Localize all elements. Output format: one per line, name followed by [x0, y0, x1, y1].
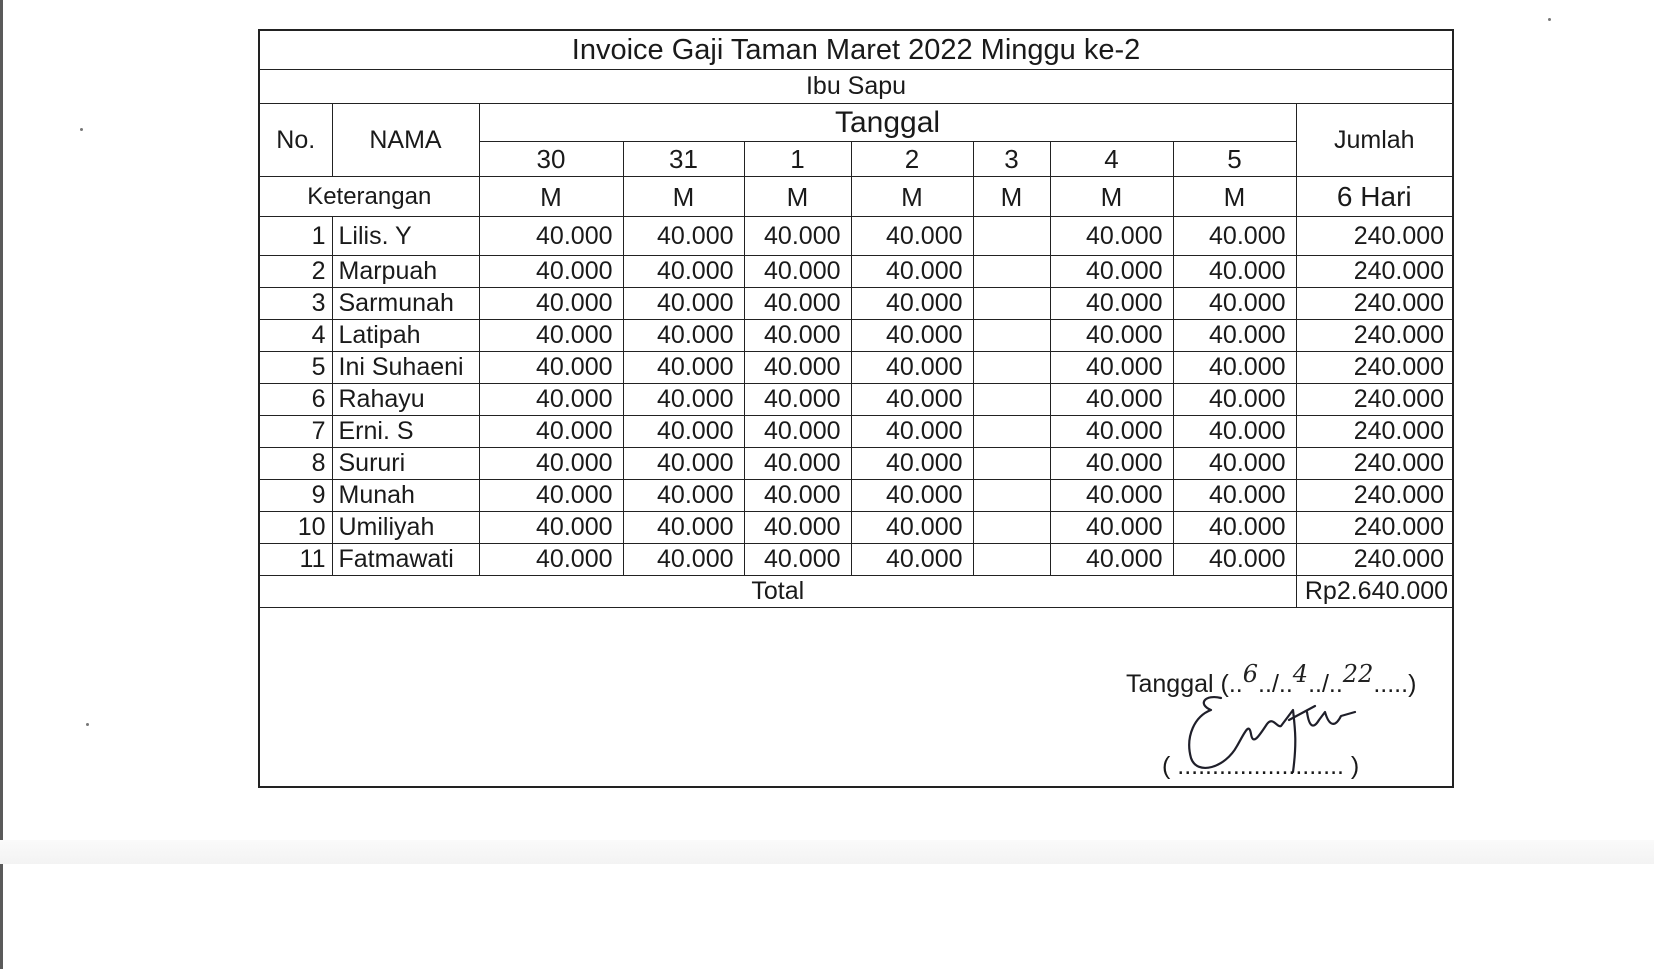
- keterangan-mark: M: [1050, 177, 1173, 217]
- row-day-value: 40.000: [623, 288, 744, 320]
- row-day-value: 40.000: [479, 544, 623, 576]
- row-name: Marpuah: [332, 256, 479, 288]
- scan-speck: [80, 128, 83, 131]
- row-day-value: 40.000: [623, 480, 744, 512]
- row-jumlah: 240.000: [1296, 217, 1452, 256]
- day-header: 4: [1050, 142, 1173, 177]
- row-day-value: 40.000: [479, 480, 623, 512]
- row-day-value: 40.000: [1173, 416, 1296, 448]
- row-day-value: 40.000: [479, 320, 623, 352]
- row-day-value: 40.000: [1050, 512, 1173, 544]
- row-day-value: 40.000: [479, 288, 623, 320]
- row-day-value: 40.000: [851, 416, 973, 448]
- row-day-value: 40.000: [1050, 352, 1173, 384]
- row-day-value: 40.000: [479, 352, 623, 384]
- row-number: 4: [260, 320, 332, 352]
- date-suffix: ): [1408, 670, 1417, 698]
- row-day-value: 40.000: [1173, 512, 1296, 544]
- row-day-value: 40.000: [1050, 217, 1173, 256]
- row-jumlah: 240.000: [1296, 384, 1452, 416]
- row-name: Sururi: [332, 448, 479, 480]
- row-day-value: 40.000: [1050, 544, 1173, 576]
- row-day-value: 40.000: [623, 384, 744, 416]
- row-day-value: [973, 384, 1050, 416]
- col-header-jumlah: Jumlah: [1296, 104, 1452, 177]
- row-day-value: 40.000: [1173, 256, 1296, 288]
- row-day-value: 40.000: [851, 352, 973, 384]
- table-row: [260, 256, 1452, 288]
- row-jumlah: 240.000: [1296, 256, 1452, 288]
- row-jumlah: 240.000: [1296, 544, 1452, 576]
- row-jumlah: 240.000: [1296, 320, 1452, 352]
- table-row: [260, 480, 1452, 512]
- date-month: 4: [1292, 660, 1309, 688]
- row-day-value: 40.000: [744, 512, 851, 544]
- date-year: 22: [1342, 660, 1374, 688]
- row-day-value: 40.000: [623, 320, 744, 352]
- keterangan-mark: M: [1173, 177, 1296, 217]
- row-day-value: 40.000: [851, 217, 973, 256]
- row-day-value: 40.000: [851, 480, 973, 512]
- row-day-value: 40.000: [744, 544, 851, 576]
- row-day-value: [973, 416, 1050, 448]
- total-label: Total: [260, 576, 1296, 608]
- row-day-value: 40.000: [623, 448, 744, 480]
- row-day-value: 40.000: [479, 384, 623, 416]
- col-header-no: No.: [260, 104, 332, 177]
- row-jumlah: 240.000: [1296, 416, 1452, 448]
- col-header-tanggal: Tanggal: [479, 104, 1296, 142]
- keterangan-mark: M: [479, 177, 623, 217]
- row-name: Munah: [332, 480, 479, 512]
- day-header: 2: [851, 142, 973, 177]
- day-header: 1: [744, 142, 851, 177]
- row-day-value: 40.000: [1050, 416, 1173, 448]
- row-day-value: 40.000: [623, 544, 744, 576]
- row-day-value: 40.000: [851, 512, 973, 544]
- row-day-value: 40.000: [1173, 352, 1296, 384]
- row-day-value: 40.000: [851, 288, 973, 320]
- table-row: [260, 544, 1452, 576]
- row-name: Rahayu: [332, 384, 479, 416]
- row-day-value: 40.000: [1050, 256, 1173, 288]
- scan-shadow: [0, 840, 1654, 864]
- row-name: Lilis. Y: [332, 217, 479, 256]
- row-day-value: 40.000: [744, 256, 851, 288]
- row-day-value: 40.000: [744, 288, 851, 320]
- row-day-value: 40.000: [744, 217, 851, 256]
- row-name: Umiliyah: [332, 512, 479, 544]
- row-day-value: 40.000: [1050, 480, 1173, 512]
- row-day-value: 40.000: [1050, 384, 1173, 416]
- row-name: Sarmunah: [332, 288, 479, 320]
- row-day-value: 40.000: [1173, 544, 1296, 576]
- row-day-value: 40.000: [1050, 320, 1173, 352]
- scan-edge: [0, 0, 3, 969]
- row-number: 7: [260, 416, 332, 448]
- row-day-value: 40.000: [1173, 448, 1296, 480]
- row-number: 9: [260, 480, 332, 512]
- row-number: 5: [260, 352, 332, 384]
- row-day-value: [973, 512, 1050, 544]
- row-day-value: [973, 217, 1050, 256]
- row-jumlah: 240.000: [1296, 448, 1452, 480]
- row-day-value: 40.000: [851, 256, 973, 288]
- signature-area: [260, 614, 1452, 786]
- row-day-value: [973, 480, 1050, 512]
- row-day-value: 40.000: [623, 512, 744, 544]
- day-header: 31: [623, 142, 744, 177]
- table-row: [260, 288, 1452, 320]
- row-day-value: 40.000: [1173, 217, 1296, 256]
- col-header-nama: NAMA: [332, 104, 479, 177]
- row-number: 2: [260, 256, 332, 288]
- row-day-value: 40.000: [623, 352, 744, 384]
- row-number: 3: [260, 288, 332, 320]
- row-day-value: [973, 448, 1050, 480]
- row-day-value: [973, 544, 1050, 576]
- invoice-subtitle: Ibu Sapu: [260, 70, 1452, 104]
- table-row: [260, 320, 1452, 352]
- row-day-value: [973, 352, 1050, 384]
- total-amount: Rp2.640.000: [1296, 576, 1452, 608]
- row-day-value: [973, 288, 1050, 320]
- row-jumlah: 240.000: [1296, 512, 1452, 544]
- total-row: [260, 576, 1452, 608]
- table-row: [260, 416, 1452, 448]
- row-day-value: 40.000: [479, 217, 623, 256]
- row-day-value: 40.000: [851, 384, 973, 416]
- row-day-value: [973, 320, 1050, 352]
- row-day-value: 40.000: [851, 544, 973, 576]
- row-day-value: 40.000: [851, 448, 973, 480]
- row-day-value: 40.000: [1050, 448, 1173, 480]
- row-number: 8: [260, 448, 332, 480]
- keterangan-mark: M: [851, 177, 973, 217]
- row-day-value: 40.000: [1173, 288, 1296, 320]
- row-day-value: 40.000: [479, 448, 623, 480]
- row-day-value: 40.000: [744, 320, 851, 352]
- row-jumlah: 240.000: [1296, 352, 1452, 384]
- date-prefix: Tanggal (: [1126, 670, 1229, 698]
- table-row: [260, 352, 1452, 384]
- row-number: 10: [260, 512, 332, 544]
- row-name: Latipah: [332, 320, 479, 352]
- row-day-value: [973, 256, 1050, 288]
- keterangan-mark: M: [744, 177, 851, 217]
- keterangan-label: Keterangan: [260, 177, 479, 217]
- table-row: [260, 448, 1452, 480]
- row-day-value: 40.000: [851, 320, 973, 352]
- row-day-value: 40.000: [479, 416, 623, 448]
- row-name: Ini Suhaeni: [332, 352, 479, 384]
- row-number: 11: [260, 544, 332, 576]
- row-name: Erni. S: [332, 416, 479, 448]
- row-day-value: 40.000: [744, 352, 851, 384]
- row-jumlah: 240.000: [1296, 480, 1452, 512]
- row-day-value: 40.000: [1173, 480, 1296, 512]
- invoice-table: [260, 31, 1452, 608]
- table-row: [260, 384, 1452, 416]
- row-jumlah: 240.000: [1296, 288, 1452, 320]
- table-row: [260, 512, 1452, 544]
- day-header: 5: [1173, 142, 1296, 177]
- row-number: 1: [260, 217, 332, 256]
- invoice-document: [258, 29, 1454, 788]
- keterangan-mark: M: [623, 177, 744, 217]
- row-name: Fatmawati: [332, 544, 479, 576]
- row-day-value: 40.000: [744, 480, 851, 512]
- day-header: 30: [479, 142, 623, 177]
- row-day-value: 40.000: [744, 448, 851, 480]
- keterangan-mark: M: [973, 177, 1050, 217]
- day-header: 3: [973, 142, 1050, 177]
- row-day-value: 40.000: [1173, 384, 1296, 416]
- row-number: 6: [260, 384, 332, 416]
- invoice-title: Invoice Gaji Taman Maret 2022 Minggu ke-2: [260, 31, 1452, 70]
- signature-date: Tanggal (..6../..4../..22.....): [1126, 660, 1417, 698]
- signature-name-line: ( ........................ ): [1162, 752, 1360, 780]
- row-day-value: 40.000: [744, 416, 851, 448]
- keterangan-total-days: 6 Hari: [1296, 177, 1452, 217]
- scan-speck: [86, 723, 89, 726]
- row-day-value: 40.000: [1173, 320, 1296, 352]
- row-day-value: 40.000: [623, 256, 744, 288]
- row-day-value: 40.000: [479, 256, 623, 288]
- row-day-value: 40.000: [479, 512, 623, 544]
- date-day: 6: [1242, 660, 1259, 688]
- scan-speck: [1548, 18, 1551, 21]
- row-day-value: 40.000: [744, 384, 851, 416]
- row-day-value: 40.000: [623, 416, 744, 448]
- table-row: [260, 217, 1452, 256]
- row-day-value: 40.000: [1050, 288, 1173, 320]
- row-day-value: 40.000: [623, 217, 744, 256]
